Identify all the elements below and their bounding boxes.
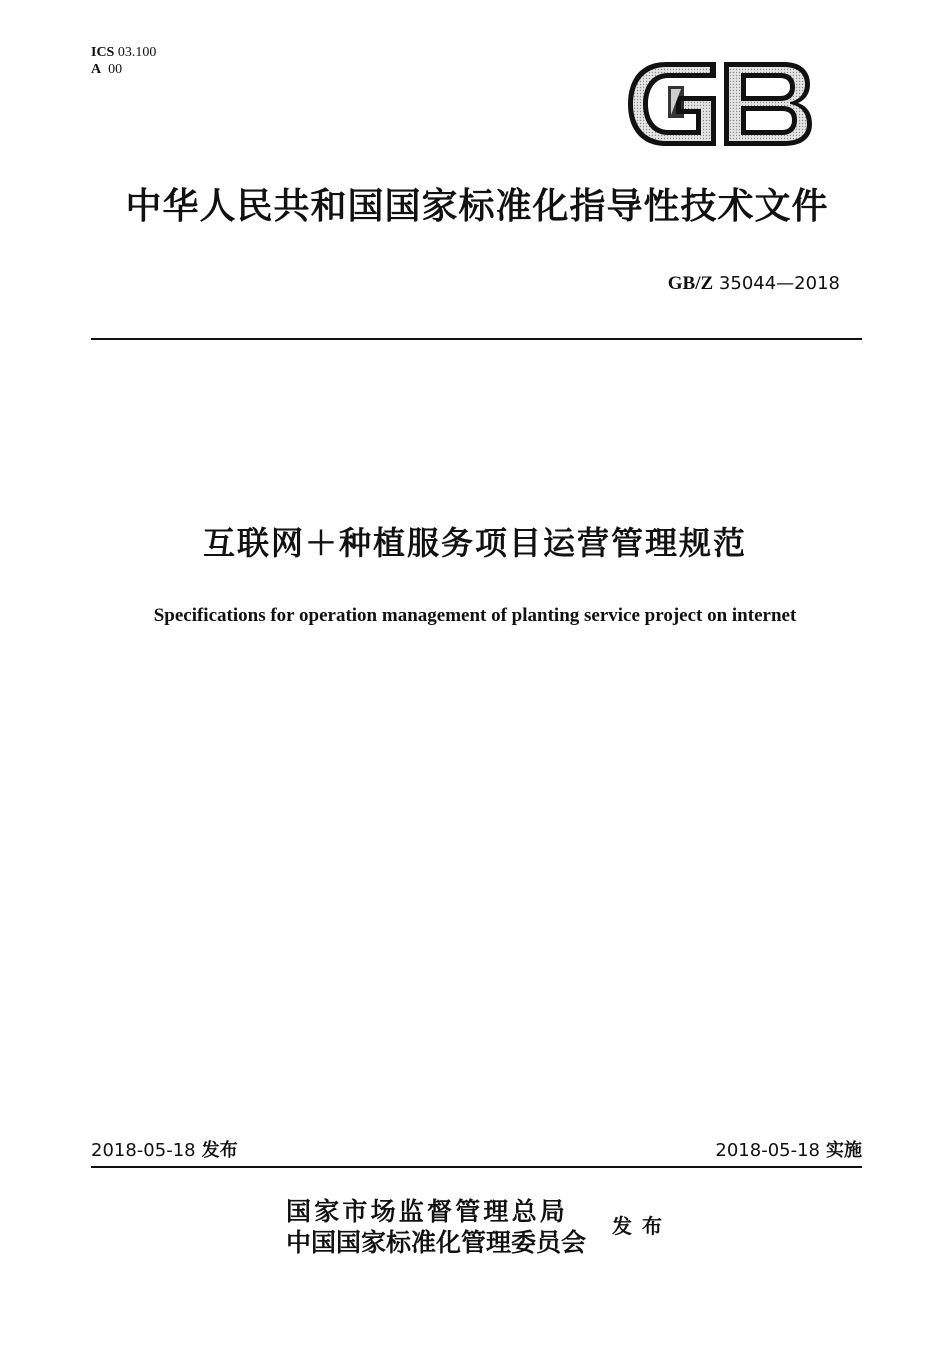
publish-verb: 发布 [612,1214,672,1238]
publisher-samr: 国家市场监督管理总局 [286,1197,569,1226]
document-title-chinese: 互联网＋种植服务项目运营管理规范 [202,524,747,562]
publisher-block [286,1196,586,1258]
document-title-english: Specifications for operation management of planting service project on internet [153,605,797,626]
implementation-date [715,1139,862,1163]
classification-codes [91,44,156,78]
issue-date [91,1139,238,1163]
ccs-label: A [91,62,102,77]
standard-code: 35044—2018 [718,273,840,294]
publisher-sac: 中国国家标准化管理委员会 [286,1228,587,1257]
implementation-date-value: 2018-05-18 [715,1140,820,1161]
ics-code-row [91,44,156,61]
ics-label: ICS [91,45,115,60]
document-type-heading: 中华人民共和国国家标准化指导性技术文件 [125,186,829,227]
ccs-code-row [91,61,156,78]
standard-prefix: GB/Z [667,273,714,294]
ccs-code: 00 [108,62,123,77]
issue-date-label: 发布 [201,1140,238,1161]
implementation-date-label: 实施 [826,1140,862,1161]
standard-number [668,272,840,296]
footer-divider [91,1166,862,1168]
gb-standard-logo-icon [624,56,814,152]
header-divider [91,338,862,340]
ics-code: 03.100 [117,45,157,60]
issue-date-value: 2018-05-18 [91,1140,196,1161]
